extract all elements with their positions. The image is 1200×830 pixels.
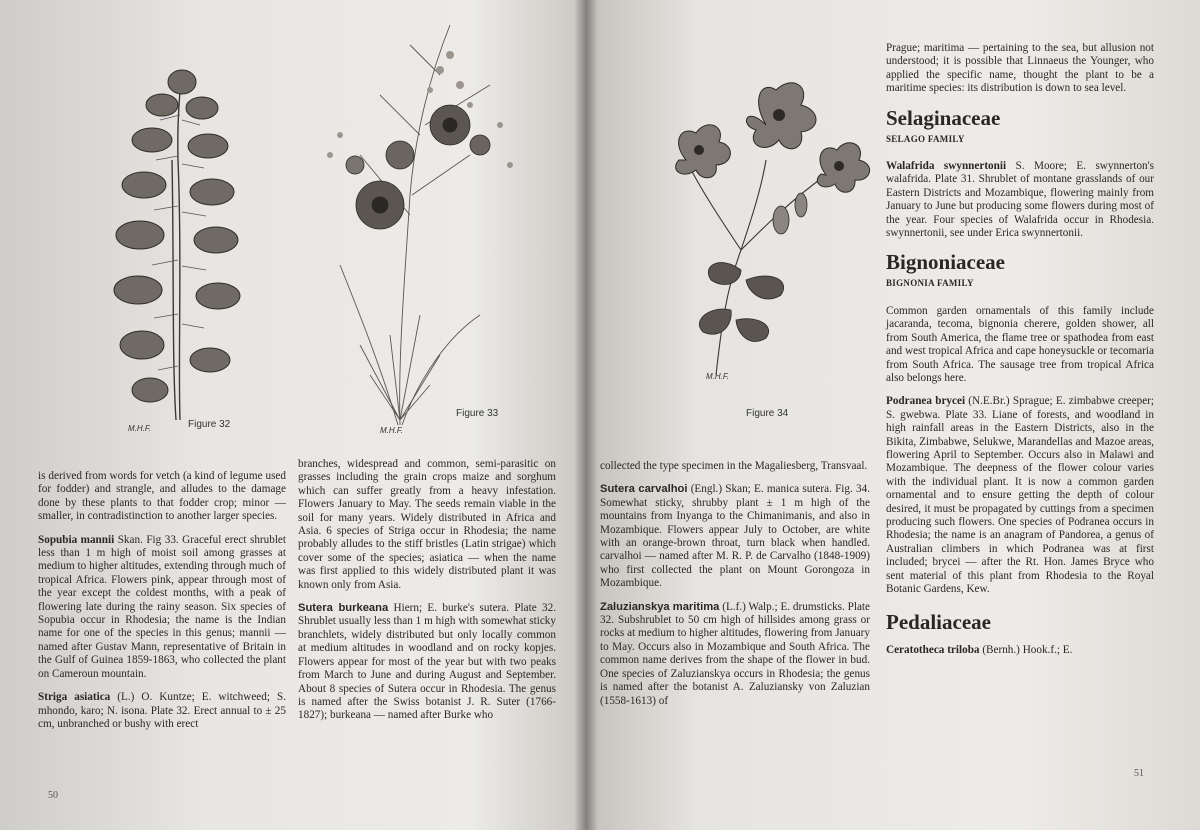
paragraph: Common garden ornamentals of this family include jacaranda, tecoma, bignonia cherere, golden shower, all from South America, the flame tree or spathodea from east and west tropical Africa and cape honeysuckle or tecomaria from South Africa. The sausage tree from tropical Africa also belongs here. xyxy=(886,304,1154,384)
entry-text: (Engl.) Skan; E. manica sutera. Fig. 34. Somewhat sticky, shrubby plant ± 1 m high of the mountains from Inyanga to the Chimanimanis, and also in Mozambique. Flowers appear July to October, are white with an orange-brown throat, turn black when handled. carvalhoi — named after M. R. P. de Carvalho (1848-1909) who first collected the plant on Mount Gorongoza in Mozambique. xyxy=(600,483,870,590)
entry-text: Skan. Fig 33. Graceful erect shrublet less than 1 m high of moist soil among grasses at medium to higher altitudes, extending through much of tropical Africa. Flowers pink, appear through most of the year except the coldest months, with a peak of flowering late during the rainy season. Six species of Sopubia occur in Rhodesia; the name is the Indian name for one of the species in this genus; mannii — named after Gustav Mann, representative of Britain in the Gulf of Guinea 1859-1863, who collected the plant on Cameroun mountain. xyxy=(38,533,287,680)
family-heading-pedaliaceae: Pedaliaceae xyxy=(886,610,991,635)
entry-sutera-carvalhoi xyxy=(600,483,870,590)
entry-text: (N.E.Br.) Sprague; E. zimbabwe creeper; S. gwebwa. Plate 33. Liane of forests, and woodland in high rainfall areas in the Eastern Districts, also in the Bikita, Zimbabwe, Selukwe, Marandellas and Mazoe areas, flowering April to September. Occurs also in Malawi and Mozambique. The deepness of the flower colour varies with the individual plant. It is now a common garden ornamental and to ensure getting the depth of colour desired, it must be propagated by cuttings from a specimen producing such flowers. One species of Podranea occurs in Rhodesia; the name is an anagram of Pandorea, a genus of Australian climbers in which Podranea was at first included; brycei — after the Rt. Hon. James Bryce who sent material of this plant from Rhodesia to the Royal Botanic Gardens, Kew. xyxy=(886,395,1154,595)
species-name: Podranea brycei xyxy=(886,395,966,408)
figure-32-signature: M.H.F. xyxy=(128,424,151,433)
species-name: Ceratotheca triloba xyxy=(886,644,980,657)
book-gutter xyxy=(574,0,598,830)
paragraph: collected the type specimen in the Magaliesberg, Transvaal. xyxy=(600,460,868,472)
flowering-shrub-drawing-icon xyxy=(300,15,530,435)
species-name: Walafrida swynnertonii xyxy=(886,160,1007,173)
entry-sopubia-mannii xyxy=(38,534,286,681)
species-name: Sutera burkeana xyxy=(298,602,389,615)
right-page xyxy=(586,0,1200,830)
figure-33-signature: M.H.F. xyxy=(380,426,403,435)
family-subheading: BIGNONIA FAMILY xyxy=(886,278,974,289)
figure-33-caption: Figure 33 xyxy=(456,408,499,419)
family-heading-bignoniaceae: Bignoniaceae xyxy=(886,250,1005,275)
left-page xyxy=(0,0,586,830)
species-name: Zaluzianskya maritima xyxy=(600,600,720,613)
paragraph: is derived from words for vetch (a kind of legume used for fodder) and strangle, and alludes to the damage done by these plants to that fodder crop; minor — smaller, in contradistinction to another larger species. xyxy=(38,470,286,523)
figure-34-signature: M.H.F. xyxy=(706,372,729,381)
right-column-2 xyxy=(886,42,1154,668)
broomrape-spike-drawing-icon xyxy=(100,60,260,430)
species-name: Striga asiatica xyxy=(38,691,111,704)
entry-text: Hiern; E. burke's sutera. Plate 32. Shrublet usually less than 1 m high with somewhat sticky branchlets, widely distributed but only locally common at medium altitudes in woodland and on rocky kopjes. Flowers appear for most of the year but with two peaks from March to June and during August and September. About 8 species of Sutera occur in Rhodesia. The genus is named after the Swiss botanist J. R. Suter (1766-1827); burkeana — named after Burke who xyxy=(298,602,557,722)
entry-text: (Bernh.) Hook.f.; E. xyxy=(979,644,1073,657)
entry-text: S. Moore; E. swynnerton's walafrida. Plate 31. Shrublet of montane grasslands of our Eastern Districts and Mozambique, flowering mainly from January to June but producing some flowers during most of the year. Four species of Walafrida occur in Rhodesia. swynnertonii, see under Erica swynnertonii. xyxy=(886,160,1155,240)
species-name: Sopubia mannii xyxy=(38,533,115,546)
entry-text: (L.) O. Kuntze; E. witchweed; S. mhondo, karo; N. isona. Plate 32. Erect annual to ± 25 cm, unbranched or bushy with erect xyxy=(38,691,286,730)
entry-zaluzianskya-maritima xyxy=(600,601,870,708)
figure-34-caption: Figure 34 xyxy=(746,408,789,419)
species-name: Sutera carvalhoi xyxy=(600,483,688,496)
right-column-1 xyxy=(600,460,870,718)
paragraph: branches, widespread and common, semi-parasitic on grasses including the grain crops maize and sorghum which can suffer greatly from a heavy infestation. Flowers January to May. The seeds remain viable in the soil for many years. Widely distributed in Africa and Asia. 6 species of Striga occur in Rhodesia; the name probably alludes to the stiff bristles (Latin strigae) which cover some of the species; asiatica — when the name was first applied to this widely distributed plant it was known only from Asia. xyxy=(298,458,556,591)
page-number: 51 xyxy=(1134,768,1144,779)
entry-ceratotheca-triloba xyxy=(886,644,1154,657)
page-number: 50 xyxy=(48,790,58,801)
left-column-1 xyxy=(38,470,286,741)
entry-text: (L.f.) Walp.; E. drumsticks. Plate 32. Subshrublet to 50 cm high of hillsides among grass or rocks at medium to higher altitudes, flowering from January to May. Occurs also in Mozambique and South Africa. The common name derives from the shape of the flower in bud. One species of Zaluzianskya occurs in Rhodesia; the genus is named after the botanist A. Zaluziansky von Zaluzian (1558-1613) of xyxy=(600,600,870,707)
entry-sutera-burkeana xyxy=(298,602,556,723)
entry-podranea-brycei xyxy=(886,395,1154,596)
entry-walafrida-swynnertonii xyxy=(886,160,1154,240)
five-petal-flower-drawing-icon xyxy=(641,70,911,390)
paragraph: Prague; maritima — pertaining to the sea, but allusion not understood; it is possible that Linnaeus the Younger, who applied the specific name, thought the plant to be a maritime species: its distribution is down to sea level. xyxy=(886,42,1154,95)
entry-striga-asiatica xyxy=(38,691,286,731)
figure-32-caption: Figure 32 xyxy=(188,419,231,430)
left-column-2 xyxy=(298,458,556,733)
family-subheading: SELAGO FAMILY xyxy=(886,133,965,144)
family-heading-selaginaceae: Selaginaceae xyxy=(886,105,1001,130)
